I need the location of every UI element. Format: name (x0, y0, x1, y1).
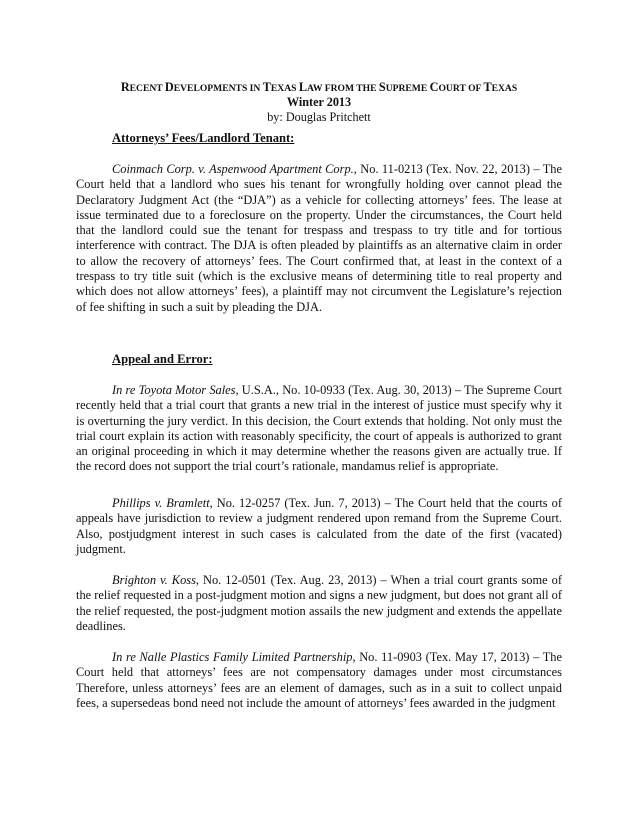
document-title: RECENT DEVELOPMENTS IN TEXAS LAW FROM THE SUPREME COURT OF TEXAS (120, 80, 518, 94)
paragraph-text: , U.S.A., No. 10-0933 (Tex. Aug. 30, 2013) – The Supreme Court recently held that a trial court that grants a new trial in the interest of justice must specify why it is overturning the jury verdict. In this decision, the Court extends that holding. Not only must the trial court explain its action with reasonably specificity, the court of appeals is authorized to grant an original proceeding in which it may determine whether the reasons given are actually true. If the record does not support the trial court’s rationale, mandamus relief is appropriate. (76, 383, 562, 474)
case-name: In re Toyota Motor Sales (112, 383, 236, 397)
case-name: In re Nalle Plastics Family Limited Partnership (112, 650, 353, 664)
paragraph-coinmach (76, 162, 562, 315)
paragraph-text: , No. 12-0257 (Tex. Jun. 7, 2013) – The Court held that the courts of appeals have jurisdiction to review a judgment rendered upon remand from the Supreme Court. Also, postjudgment interest in such cases is calculated from the date of the first (vacated) judgment. (76, 496, 562, 556)
paragraph-text: , No. 12-0501 (Tex. Aug. 23, 2013) – When a trial court grants some of the relief requested in a post-judgment motion and signs a new judgment, but does not grant all of the relief requested, the post-judgment motion assails the new judgment and extends the appellate deadlines. (76, 573, 562, 633)
case-name: Coinmach Corp. v. Aspenwood Apartment Corp. (112, 162, 354, 176)
paragraph-text: , No. 11-0213 (Tex. Nov. 22, 2013) – The Court held that a landlord who sues his tenant for wrongfully holding over cannot plead the Declaratory Judgment Act (the “DJA”) as a vehicle for collecting attorneys’ fees. The lease at issue terminated due to a foreclosure on the property. Under the circumstances, the Court held that the landlord could sue the tenant for trespass and trespass to try title and for tortious interference with contract. The DJA is often pleaded by plaintiffs as an alternative claim in order to allow the recovery of attorneys’ fees. The Court confirmed that, at least in the context of a trespass to try title suit (which is the exclusive means of determining title to real property and which does not allow attorneys’ fees), a plaintiff may not circumvent the Legislature’s rejection of fee shifting in such a suit by pleading the DJA. (76, 162, 562, 314)
case-name: Brighton v. Koss (112, 573, 196, 587)
paragraph-phillips (76, 496, 562, 557)
paragraph-toyota (76, 383, 562, 475)
section-heading-attorneys-fees: Attorneys’ Fees/Landlord Tenant: (112, 131, 295, 145)
document-subtitle: Winter 2013 (286, 95, 352, 109)
paragraph-nalle (76, 650, 562, 711)
paragraph-brighton (76, 573, 562, 634)
case-name: Phillips v. Bramlett (112, 496, 210, 510)
paragraph-text: , No. 11-0903 (Tex. May 17, 2013) – The Court held that attorneys’ fees are not compensatory damages under most circumstances Therefore, unless attorneys’ fees are an element of damages, such as in a suit to collect unpaid fees, a supersedeas bond need not include the amount of attorneys’ fees awarded in the judgment (76, 650, 562, 710)
section-heading-appeal-and-error: Appeal and Error: (112, 352, 213, 366)
document-byline: by: Douglas Pritchett (267, 110, 371, 124)
